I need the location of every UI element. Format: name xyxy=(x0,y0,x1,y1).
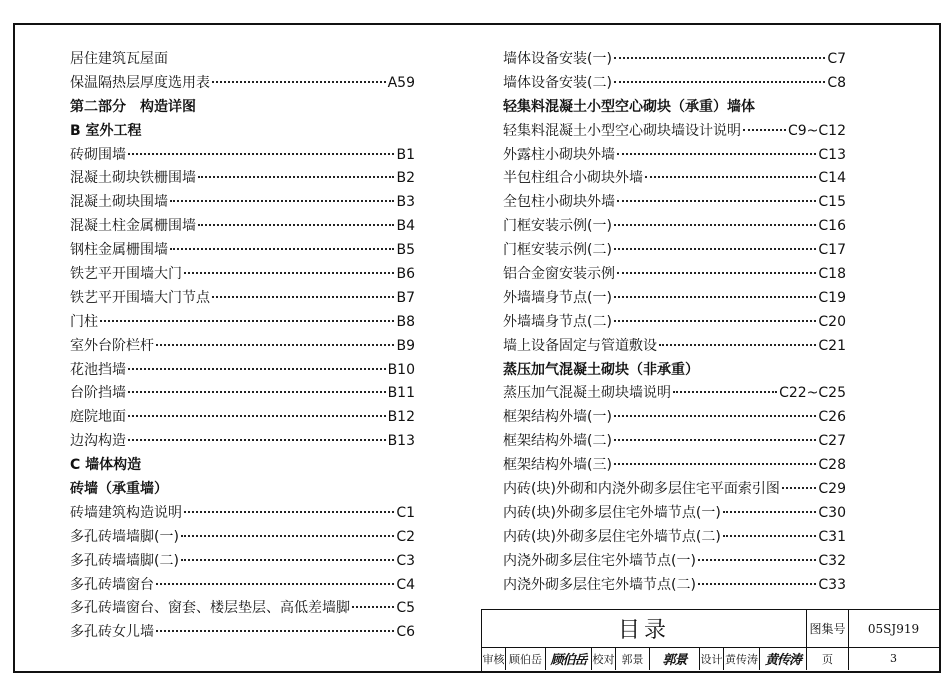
checker-signature: 郭景 xyxy=(650,647,700,670)
dot-leader xyxy=(128,415,386,417)
toc-entry xyxy=(70,430,415,454)
toc-entry-title: 轻集料混凝土小型空心砌块墙设计说明 xyxy=(503,122,741,139)
toc-entry-title: 墙上设备固定与管道敷设 xyxy=(503,337,657,354)
toc-entry xyxy=(70,550,415,574)
reviewer-name: 顾伯岳 xyxy=(506,647,546,670)
dot-leader xyxy=(156,630,394,632)
toc-entry-title: 外墙墙身节点(一) xyxy=(503,289,612,306)
toc-entry xyxy=(70,406,415,430)
title-block-signature-row xyxy=(482,647,939,670)
toc-entry-title: 全包柱小砌块外墙 xyxy=(503,194,615,211)
toc-entry-title: 台阶挡墙 xyxy=(70,385,126,402)
toc-entry-title: 内砖(块)外砌和内浇外砌多层住宅平面索引图 xyxy=(503,481,780,498)
dot-leader xyxy=(198,176,394,178)
toc-entry-page: C31 xyxy=(818,528,846,545)
dot-leader xyxy=(614,248,816,250)
title-block-top-row xyxy=(482,610,939,648)
toc-entry-title: 庭院地面 xyxy=(70,409,126,426)
toc-entry-title: 居住建筑瓦屋面 xyxy=(70,51,168,67)
toc-entry-page: C33 xyxy=(818,576,846,593)
dot-leader xyxy=(723,511,817,513)
checker-name: 郭景 xyxy=(616,647,650,670)
toc-entry xyxy=(70,311,415,335)
dot-leader xyxy=(128,153,394,155)
toc-entry xyxy=(503,335,846,359)
toc-entry-title: 门柱 xyxy=(70,313,98,330)
toc-entry xyxy=(503,382,846,406)
toc-entry xyxy=(70,526,415,550)
toc-section-heading: C 墙体构造 xyxy=(70,457,142,474)
toc-entry xyxy=(503,478,846,502)
toc-entry-title: 外墙墙身节点(二) xyxy=(503,313,612,330)
toc-section-heading: 蒸压加气混凝土砌块（非承重） xyxy=(503,361,699,378)
toc-entry xyxy=(503,215,846,239)
toc-entry-title: 内砖(块)外砌多层住宅外墙节点(一) xyxy=(503,504,721,521)
dot-leader xyxy=(617,200,816,202)
toc-entry xyxy=(70,574,415,598)
toc-entry-page: B10 xyxy=(387,361,415,378)
toc-entry-page: B2 xyxy=(396,170,415,187)
dot-leader xyxy=(617,153,816,155)
toc-entry-page: B3 xyxy=(396,194,415,211)
dot-leader xyxy=(181,559,394,561)
toc-entry-title: 铁艺平开围墙大门节点 xyxy=(70,289,210,306)
toc-entry-title: 多孔砖墙墙脚(二) xyxy=(70,552,179,569)
design-label: 设计 xyxy=(700,647,724,670)
toc-entry-page: B8 xyxy=(396,313,415,330)
toc-entry-title: 钢柱金属栅围墙 xyxy=(70,242,168,259)
toc-entry xyxy=(503,167,846,191)
dot-leader xyxy=(128,368,386,370)
dot-leader xyxy=(698,559,816,561)
toc-entry xyxy=(70,597,415,621)
toc-entry xyxy=(503,144,846,168)
dot-leader xyxy=(614,81,825,83)
toc-section-heading: 第二部分 构造详图 xyxy=(70,98,196,115)
toc-section-heading: 轻集料混凝土小型空心砌块（承重）墙体 xyxy=(503,98,755,115)
toc-entry xyxy=(70,359,415,383)
toc-entry-title: 保温隔热层厚度选用表 xyxy=(70,74,210,91)
toc-entry-title: 混凝土砌块围墙 xyxy=(70,194,168,211)
toc-entry xyxy=(70,382,415,406)
toc-entry-page: B12 xyxy=(387,409,415,426)
toc-entry-page: C15 xyxy=(818,194,846,211)
dot-leader xyxy=(198,224,394,226)
dot-leader xyxy=(156,344,394,346)
toc-entry-page: C16 xyxy=(818,218,846,235)
toc-entry-page: B4 xyxy=(396,218,415,235)
toc-entry-page: C20 xyxy=(818,313,846,330)
dot-leader xyxy=(614,415,816,417)
toc-entry-title: 半包柱组合小砌块外墙 xyxy=(503,170,643,187)
dot-leader xyxy=(170,248,394,250)
toc-entry xyxy=(503,191,846,215)
title-block xyxy=(481,609,939,671)
atlas-number-label: 图集号 xyxy=(807,610,849,647)
toc-entry xyxy=(70,502,415,526)
toc-entry xyxy=(503,550,846,574)
toc-entry-page: C5 xyxy=(396,600,415,617)
toc-entry-title: 门框安装示例(二) xyxy=(503,242,612,259)
toc-entry-page: C7 xyxy=(827,51,846,67)
atlas-number: 05SJ919 xyxy=(867,621,920,636)
toc-entry-title: 内浇外砌多层住宅外墙节点(一) xyxy=(503,552,696,569)
dot-leader xyxy=(181,535,394,537)
toc-entry-title: 多孔砖女儿墙 xyxy=(70,624,154,641)
toc-entry xyxy=(503,72,846,96)
toc-entry-page: B7 xyxy=(396,289,415,306)
dot-leader xyxy=(673,391,777,393)
dot-leader xyxy=(128,439,386,441)
toc-entry-title: 框架结构外墙(一) xyxy=(503,409,612,426)
toc-entry-title: 铝合金窗安装示例 xyxy=(503,266,615,283)
toc-entry-title: 内浇外砌多层住宅外墙节点(二) xyxy=(503,576,696,593)
toc-section-heading: 砖墙（承重墙） xyxy=(70,481,168,498)
toc-entry xyxy=(70,191,415,215)
dot-leader xyxy=(743,129,786,131)
toc-entry-page: B9 xyxy=(396,337,415,354)
dot-leader xyxy=(184,511,394,513)
toc-entry xyxy=(503,406,846,430)
toc-entry xyxy=(70,287,415,311)
toc-entry-page: C18 xyxy=(818,266,846,283)
toc-left-column xyxy=(70,48,415,645)
dot-leader xyxy=(645,176,816,178)
review-label: 审核 xyxy=(482,647,506,670)
toc-entry-page: C4 xyxy=(396,576,415,593)
toc-entry-page: A59 xyxy=(387,74,415,91)
check-label: 校对 xyxy=(592,647,616,670)
dot-leader xyxy=(782,487,816,489)
toc-entry-page: C26 xyxy=(818,409,846,426)
toc-entry xyxy=(70,167,415,191)
toc-entry xyxy=(503,48,846,72)
toc-entry-page: C9~C12 xyxy=(787,122,846,139)
toc-entry-title: 框架结构外墙(三) xyxy=(503,457,612,474)
toc-entry-title: 砖砌围墙 xyxy=(70,146,126,163)
designer-name: 黄传涛 xyxy=(724,647,760,670)
toc-entry xyxy=(70,335,415,359)
dot-leader xyxy=(614,320,816,322)
toc-entry-page: C13 xyxy=(818,146,846,163)
page-number: 3 xyxy=(890,652,897,665)
toc-entry-page: C3 xyxy=(396,552,415,569)
toc-entry-page: C19 xyxy=(818,289,846,306)
dot-leader xyxy=(212,81,386,83)
toc-entry-title: 内砖(块)外砌多层住宅外墙节点(二) xyxy=(503,528,721,545)
dot-leader xyxy=(352,606,394,608)
toc-entry-page: C22~C25 xyxy=(779,385,846,402)
toc-entry xyxy=(70,239,415,263)
toc-entry-title: 铁艺平开围墙大门 xyxy=(70,266,182,283)
toc-entry-page: C21 xyxy=(818,337,846,354)
toc-entry xyxy=(503,311,846,335)
toc-entry-page: C27 xyxy=(818,433,846,450)
dot-leader xyxy=(170,200,394,202)
dot-leader xyxy=(617,272,816,274)
toc-entry xyxy=(503,239,846,263)
page-label: 页 xyxy=(807,647,849,670)
dot-leader xyxy=(614,57,825,59)
toc-entry-title: 外露柱小砌块外墙 xyxy=(503,146,615,163)
toc-entry xyxy=(503,454,846,478)
toc-section-heading: B 室外工程 xyxy=(70,122,142,139)
toc-entry-title: 多孔砖墙窗台 xyxy=(70,576,154,593)
toc-entry-title: 多孔砖墙墙脚(一) xyxy=(70,528,179,545)
designer-signature: 黄传涛 xyxy=(760,647,807,670)
toc-entry-title: 多孔砖墙窗台、窗套、楼层垫层、高低差墙脚 xyxy=(70,600,350,617)
dot-leader xyxy=(156,583,394,585)
toc-entry-title: 花池挡墙 xyxy=(70,361,126,378)
toc-entry xyxy=(503,430,846,454)
toc-entry-title: 边沟构造 xyxy=(70,433,126,450)
toc-entry-title: 门框安装示例(一) xyxy=(503,218,612,235)
reviewer-signature: 顾伯岳 xyxy=(546,647,592,670)
toc-entry-title: 框架结构外墙(二) xyxy=(503,433,612,450)
toc-entry-page: B13 xyxy=(387,433,415,450)
dot-leader xyxy=(614,439,816,441)
dot-leader xyxy=(723,535,817,537)
toc-entry xyxy=(70,215,415,239)
toc-entry-page: C1 xyxy=(396,504,415,521)
toc-entry-title: 室外台阶栏杆 xyxy=(70,337,154,354)
toc-entry-page: C8 xyxy=(827,74,846,91)
dot-leader xyxy=(614,224,816,226)
toc-entry xyxy=(70,621,415,645)
toc-entry xyxy=(503,502,846,526)
drawing-title: 目录 xyxy=(482,610,807,647)
toc-entry-page: B5 xyxy=(396,242,415,259)
toc-entry xyxy=(503,287,846,311)
toc-entry xyxy=(70,48,415,72)
toc-entry xyxy=(70,263,415,287)
toc-entry-title: 墙体设备安装(二) xyxy=(503,74,612,91)
toc-entry-page: C30 xyxy=(818,504,846,521)
toc-entry xyxy=(503,120,846,144)
toc-entry-page: B6 xyxy=(396,266,415,283)
toc-entry-page: C6 xyxy=(396,624,415,641)
toc-entry-page: C29 xyxy=(818,481,846,498)
toc-entry-page: C28 xyxy=(818,457,846,474)
dot-leader xyxy=(614,296,816,298)
toc-entry-page: C32 xyxy=(818,552,846,569)
dot-leader xyxy=(659,344,816,346)
toc-entry xyxy=(503,263,846,287)
dot-leader xyxy=(100,320,394,322)
dot-leader xyxy=(184,272,394,274)
toc-entry-title: 墙体设备安装(一) xyxy=(503,51,612,67)
toc-entry-page: B11 xyxy=(387,385,415,402)
toc-entry-title: 砖墙建筑构造说明 xyxy=(70,504,182,521)
toc-entry-title: 蒸压加气混凝土砌块墙说明 xyxy=(503,385,671,402)
toc-entry-page: C14 xyxy=(818,170,846,187)
toc-right-column xyxy=(503,48,846,597)
toc-entry-title: 混凝土柱金属栅围墙 xyxy=(70,218,196,235)
toc-entry xyxy=(503,574,846,598)
toc-entry-page: B1 xyxy=(396,146,415,163)
dot-leader xyxy=(128,391,386,393)
toc-entry xyxy=(70,144,415,168)
toc-entry-page: C17 xyxy=(818,242,846,259)
dot-leader xyxy=(212,296,394,298)
dot-leader xyxy=(698,583,816,585)
toc-entry xyxy=(70,72,415,96)
toc-entry-title: 混凝土砌块铁栅围墙 xyxy=(70,170,196,187)
toc-entry-page: C2 xyxy=(396,528,415,545)
toc-entry xyxy=(503,526,846,550)
dot-leader xyxy=(614,463,816,465)
